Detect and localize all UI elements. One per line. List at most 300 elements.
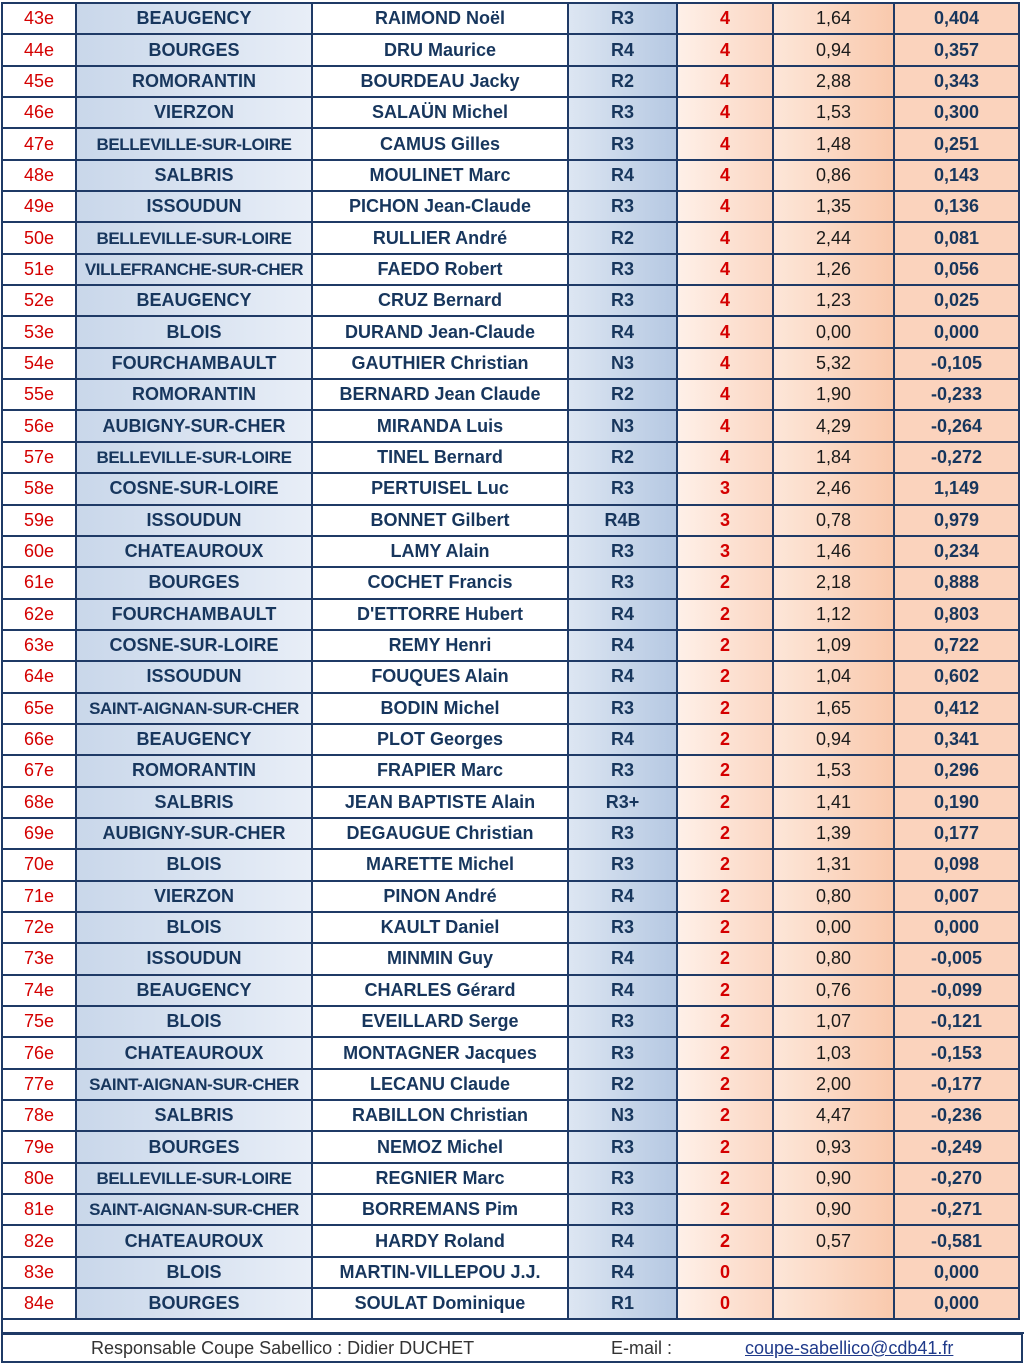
- points-cell: 4: [677, 191, 773, 222]
- club-cell: SAINT-AIGNAN-SUR-CHER: [76, 1069, 312, 1100]
- table-row: [2, 379, 1019, 410]
- points-cell: 2: [677, 881, 773, 912]
- class-cell: R4: [568, 34, 677, 65]
- index-cell: 0,143: [894, 160, 1019, 191]
- table-row: [2, 912, 1019, 943]
- points-cell: 2: [677, 1006, 773, 1037]
- club-cell: BOURGES: [76, 1131, 312, 1162]
- table-row: [2, 1194, 1019, 1225]
- index-cell: 0,190: [894, 787, 1019, 818]
- table-row: [2, 1225, 1019, 1256]
- average-cell: 1,12: [773, 599, 894, 630]
- rank-cell: 51e: [2, 254, 76, 285]
- table-row: [2, 943, 1019, 974]
- club-cell: COSNE-SUR-LOIRE: [76, 473, 312, 504]
- average-cell: 2,46: [773, 473, 894, 504]
- class-cell: R3: [568, 473, 677, 504]
- index-cell: 0,000: [894, 912, 1019, 943]
- table-row: [2, 975, 1019, 1006]
- player-name-cell: COCHET Francis: [312, 567, 568, 598]
- class-cell: R3: [568, 191, 677, 222]
- player-name-cell: EVEILLARD Serge: [312, 1006, 568, 1037]
- rank-cell: 79e: [2, 1131, 76, 1162]
- player-name-cell: SOULAT Dominique: [312, 1288, 568, 1319]
- club-cell: BLOIS: [76, 316, 312, 347]
- club-cell: ROMORANTIN: [76, 66, 312, 97]
- index-cell: -0,177: [894, 1069, 1019, 1100]
- index-cell: 0,722: [894, 630, 1019, 661]
- class-cell: R2: [568, 66, 677, 97]
- table-row: [2, 881, 1019, 912]
- player-name-cell: PERTUISEL Luc: [312, 473, 568, 504]
- table-row: [2, 724, 1019, 755]
- club-cell: VIERZON: [76, 97, 312, 128]
- points-cell: 2: [677, 630, 773, 661]
- index-cell: 0,098: [894, 849, 1019, 880]
- player-name-cell: CAMUS Gilles: [312, 128, 568, 159]
- average-cell: 1,03: [773, 1037, 894, 1068]
- points-cell: 2: [677, 567, 773, 598]
- rank-cell: 66e: [2, 724, 76, 755]
- player-name-cell: REGNIER Marc: [312, 1163, 568, 1194]
- table-spacer-row: [1, 1318, 1024, 1334]
- index-cell: -0,272: [894, 442, 1019, 473]
- class-cell: R4: [568, 943, 677, 974]
- player-name-cell: FAEDO Robert: [312, 254, 568, 285]
- ranking-table-body: [2, 3, 1019, 1319]
- index-cell: 0,136: [894, 191, 1019, 222]
- class-cell: R2: [568, 222, 677, 253]
- player-name-cell: RABILLON Christian: [312, 1100, 568, 1131]
- rank-cell: 65e: [2, 693, 76, 724]
- average-cell: 0,93: [773, 1131, 894, 1162]
- player-name-cell: GAUTHIER Christian: [312, 348, 568, 379]
- average-cell: 2,88: [773, 66, 894, 97]
- table-row: [2, 191, 1019, 222]
- average-cell: 0,94: [773, 724, 894, 755]
- rank-cell: 68e: [2, 787, 76, 818]
- rank-cell: 55e: [2, 379, 76, 410]
- club-cell: BLOIS: [76, 912, 312, 943]
- rank-cell: 59e: [2, 505, 76, 536]
- club-cell: BLOIS: [76, 849, 312, 880]
- club-cell: VIERZON: [76, 881, 312, 912]
- player-name-cell: PICHON Jean-Claude: [312, 191, 568, 222]
- index-cell: 0,412: [894, 693, 1019, 724]
- average-cell: 2,00: [773, 1069, 894, 1100]
- index-cell: 0,251: [894, 128, 1019, 159]
- table-row: [2, 442, 1019, 473]
- average-cell: 1,41: [773, 787, 894, 818]
- player-name-cell: CRUZ Bernard: [312, 285, 568, 316]
- table-row: [2, 160, 1019, 191]
- class-cell: R3: [568, 536, 677, 567]
- index-cell: 0,404: [894, 3, 1019, 34]
- rank-cell: 49e: [2, 191, 76, 222]
- average-cell: 1,48: [773, 128, 894, 159]
- player-name-cell: LAMY Alain: [312, 536, 568, 567]
- rank-cell: 47e: [2, 128, 76, 159]
- class-cell: R4: [568, 724, 677, 755]
- class-cell: R3: [568, 128, 677, 159]
- class-cell: R3: [568, 97, 677, 128]
- average-cell: 2,18: [773, 567, 894, 598]
- class-cell: R4: [568, 160, 677, 191]
- rank-cell: 73e: [2, 943, 76, 974]
- player-name-cell: CHARLES Gérard: [312, 975, 568, 1006]
- club-cell: SALBRIS: [76, 1100, 312, 1131]
- average-cell: 1,07: [773, 1006, 894, 1037]
- rank-cell: 62e: [2, 599, 76, 630]
- average-cell: 1,90: [773, 379, 894, 410]
- index-cell: 0,000: [894, 1288, 1019, 1319]
- average-cell: 1,84: [773, 442, 894, 473]
- club-cell: BLOIS: [76, 1006, 312, 1037]
- rank-cell: 80e: [2, 1163, 76, 1194]
- rank-cell: 53e: [2, 316, 76, 347]
- rank-cell: 52e: [2, 285, 76, 316]
- average-cell: 4,29: [773, 410, 894, 441]
- points-cell: 2: [677, 818, 773, 849]
- table-row: [2, 693, 1019, 724]
- club-cell: BELLEVILLE-SUR-LOIRE: [76, 1163, 312, 1194]
- index-cell: 0,979: [894, 505, 1019, 536]
- table-row: [2, 1100, 1019, 1131]
- average-cell: 1,23: [773, 285, 894, 316]
- player-name-cell: BODIN Michel: [312, 693, 568, 724]
- points-cell: 4: [677, 66, 773, 97]
- player-name-cell: TINEL Bernard: [312, 442, 568, 473]
- average-cell: 0,57: [773, 1225, 894, 1256]
- index-cell: -0,153: [894, 1037, 1019, 1068]
- class-cell: R3: [568, 1194, 677, 1225]
- player-name-cell: SALAÜN Michel: [312, 97, 568, 128]
- class-cell: R3: [568, 1037, 677, 1068]
- index-cell: -0,271: [894, 1194, 1019, 1225]
- average-cell: 0,90: [773, 1194, 894, 1225]
- average-cell: 1,39: [773, 818, 894, 849]
- index-cell: 0,234: [894, 536, 1019, 567]
- average-cell: 5,32: [773, 348, 894, 379]
- points-cell: 0: [677, 1257, 773, 1288]
- average-cell: 1,65: [773, 693, 894, 724]
- club-cell: BLOIS: [76, 1257, 312, 1288]
- rank-cell: 44e: [2, 34, 76, 65]
- class-cell: R3+: [568, 787, 677, 818]
- table-row: [2, 348, 1019, 379]
- points-cell: 2: [677, 1100, 773, 1131]
- class-cell: R4: [568, 1257, 677, 1288]
- rank-cell: 72e: [2, 912, 76, 943]
- club-cell: ISSOUDUN: [76, 661, 312, 692]
- player-name-cell: RAIMOND Noël: [312, 3, 568, 34]
- average-cell: 0,80: [773, 943, 894, 974]
- table-row: [2, 787, 1019, 818]
- rank-cell: 76e: [2, 1037, 76, 1068]
- class-cell: R3: [568, 1131, 677, 1162]
- club-cell: BEAUGENCY: [76, 285, 312, 316]
- average-cell: 0,94: [773, 34, 894, 65]
- points-cell: 3: [677, 536, 773, 567]
- rank-cell: 64e: [2, 661, 76, 692]
- class-cell: R3: [568, 849, 677, 880]
- class-cell: R4: [568, 630, 677, 661]
- table-row: [2, 849, 1019, 880]
- points-cell: 4: [677, 128, 773, 159]
- table-row: [2, 97, 1019, 128]
- points-cell: 2: [677, 787, 773, 818]
- table-row: [2, 66, 1019, 97]
- points-cell: 4: [677, 285, 773, 316]
- club-cell: SALBRIS: [76, 787, 312, 818]
- index-cell: 0,007: [894, 881, 1019, 912]
- table-row: [2, 222, 1019, 253]
- club-cell: BOURGES: [76, 567, 312, 598]
- index-cell: 0,000: [894, 1257, 1019, 1288]
- table-row: [2, 473, 1019, 504]
- points-cell: 0: [677, 1288, 773, 1319]
- class-cell: R4: [568, 661, 677, 692]
- index-cell: 0,081: [894, 222, 1019, 253]
- points-cell: 4: [677, 34, 773, 65]
- rank-cell: 45e: [2, 66, 76, 97]
- rank-cell: 82e: [2, 1225, 76, 1256]
- player-name-cell: BERNARD Jean Claude: [312, 379, 568, 410]
- average-cell: 0,00: [773, 912, 894, 943]
- average-cell: 2,44: [773, 222, 894, 253]
- average-cell: 0,78: [773, 505, 894, 536]
- club-cell: ROMORANTIN: [76, 755, 312, 786]
- class-cell: R2: [568, 379, 677, 410]
- rank-cell: 56e: [2, 410, 76, 441]
- index-cell: 0,888: [894, 567, 1019, 598]
- class-cell: R4B: [568, 505, 677, 536]
- class-cell: R4: [568, 599, 677, 630]
- table-row: [2, 1257, 1019, 1288]
- player-name-cell: MINMIN Guy: [312, 943, 568, 974]
- rank-cell: 84e: [2, 1288, 76, 1319]
- average-cell: 1,31: [773, 849, 894, 880]
- index-cell: -0,581: [894, 1225, 1019, 1256]
- points-cell: 4: [677, 254, 773, 285]
- club-cell: CHATEAUROUX: [76, 536, 312, 567]
- rank-cell: 60e: [2, 536, 76, 567]
- player-name-cell: PINON André: [312, 881, 568, 912]
- player-name-cell: KAULT Daniel: [312, 912, 568, 943]
- index-cell: -0,005: [894, 943, 1019, 974]
- club-cell: ROMORANTIN: [76, 379, 312, 410]
- club-cell: ISSOUDUN: [76, 505, 312, 536]
- rank-cell: 67e: [2, 755, 76, 786]
- average-cell: 1,35: [773, 191, 894, 222]
- table-row: [2, 316, 1019, 347]
- index-cell: 0,056: [894, 254, 1019, 285]
- footer-bar: [1, 1333, 1023, 1363]
- club-cell: ISSOUDUN: [76, 191, 312, 222]
- table-row: [2, 630, 1019, 661]
- table-row: [2, 818, 1019, 849]
- index-cell: 0,602: [894, 661, 1019, 692]
- rank-cell: 61e: [2, 567, 76, 598]
- points-cell: 4: [677, 442, 773, 473]
- club-cell: BELLEVILLE-SUR-LOIRE: [76, 128, 312, 159]
- table-row: [2, 1069, 1019, 1100]
- table-row: [2, 1288, 1019, 1319]
- club-cell: BELLEVILLE-SUR-LOIRE: [76, 222, 312, 253]
- class-cell: N3: [568, 410, 677, 441]
- email-label: E-mail :: [611, 1338, 673, 1358]
- average-cell: 1,53: [773, 97, 894, 128]
- club-cell: VILLEFRANCHE-SUR-CHER: [76, 254, 312, 285]
- rank-cell: 75e: [2, 1006, 76, 1037]
- table-row: [2, 567, 1019, 598]
- player-name-cell: BONNET Gilbert: [312, 505, 568, 536]
- table-row: [2, 1131, 1019, 1162]
- average-cell: 1,46: [773, 536, 894, 567]
- index-cell: -0,236: [894, 1100, 1019, 1131]
- points-cell: 2: [677, 1069, 773, 1100]
- table-row: [2, 254, 1019, 285]
- class-cell: R3: [568, 818, 677, 849]
- index-cell: -0,105: [894, 348, 1019, 379]
- index-cell: 0,357: [894, 34, 1019, 65]
- club-cell: BOURGES: [76, 1288, 312, 1319]
- points-cell: 2: [677, 912, 773, 943]
- average-cell: 1,09: [773, 630, 894, 661]
- index-cell: 0,177: [894, 818, 1019, 849]
- rank-cell: 43e: [2, 3, 76, 34]
- player-name-cell: MARTIN-VILLEPOU J.J.: [312, 1257, 568, 1288]
- player-name-cell: REMY Henri: [312, 630, 568, 661]
- class-cell: R3: [568, 1006, 677, 1037]
- average-cell: 0,90: [773, 1163, 894, 1194]
- index-cell: 0,000: [894, 316, 1019, 347]
- index-cell: 1,149: [894, 473, 1019, 504]
- rank-cell: 70e: [2, 849, 76, 880]
- index-cell: -0,270: [894, 1163, 1019, 1194]
- class-cell: R1: [568, 1288, 677, 1319]
- average-cell: 1,04: [773, 661, 894, 692]
- index-cell: -0,264: [894, 410, 1019, 441]
- class-cell: R3: [568, 755, 677, 786]
- class-cell: R4: [568, 316, 677, 347]
- rank-cell: 63e: [2, 630, 76, 661]
- club-cell: FOURCHAMBAULT: [76, 599, 312, 630]
- player-name-cell: BOURDEAU Jacky: [312, 66, 568, 97]
- index-cell: 0,025: [894, 285, 1019, 316]
- points-cell: 2: [677, 1163, 773, 1194]
- club-cell: FOURCHAMBAULT: [76, 348, 312, 379]
- average-cell: 1,26: [773, 254, 894, 285]
- table-row: [2, 536, 1019, 567]
- average-cell: 0,86: [773, 160, 894, 191]
- rank-cell: 71e: [2, 881, 76, 912]
- index-cell: 0,343: [894, 66, 1019, 97]
- table-row: [2, 34, 1019, 65]
- points-cell: 3: [677, 473, 773, 504]
- rank-cell: 69e: [2, 818, 76, 849]
- points-cell: 4: [677, 379, 773, 410]
- table-row: [2, 599, 1019, 630]
- points-cell: 2: [677, 943, 773, 974]
- rank-cell: 74e: [2, 975, 76, 1006]
- player-name-cell: RULLIER André: [312, 222, 568, 253]
- class-cell: R3: [568, 3, 677, 34]
- points-cell: 2: [677, 693, 773, 724]
- player-name-cell: MARETTE Michel: [312, 849, 568, 880]
- points-cell: 2: [677, 661, 773, 692]
- rank-cell: 54e: [2, 348, 76, 379]
- points-cell: 2: [677, 1194, 773, 1225]
- points-cell: 2: [677, 849, 773, 880]
- player-name-cell: DURAND Jean-Claude: [312, 316, 568, 347]
- class-cell: R3: [568, 693, 677, 724]
- average-cell: 0,00: [773, 316, 894, 347]
- player-name-cell: FOUQUES Alain: [312, 661, 568, 692]
- class-cell: R3: [568, 254, 677, 285]
- club-cell: BELLEVILLE-SUR-LOIRE: [76, 442, 312, 473]
- points-cell: 2: [677, 1037, 773, 1068]
- table-row: [2, 1006, 1019, 1037]
- points-cell: 2: [677, 724, 773, 755]
- club-cell: CHATEAUROUX: [76, 1225, 312, 1256]
- rank-cell: 58e: [2, 473, 76, 504]
- class-cell: R3: [568, 567, 677, 598]
- class-cell: R3: [568, 1163, 677, 1194]
- player-name-cell: MOULINET Marc: [312, 160, 568, 191]
- club-cell: SAINT-AIGNAN-SUR-CHER: [76, 693, 312, 724]
- rank-cell: 57e: [2, 442, 76, 473]
- points-cell: 4: [677, 316, 773, 347]
- table-row: [2, 410, 1019, 441]
- player-name-cell: JEAN BAPTISTE Alain: [312, 787, 568, 818]
- responsable-text: Responsable Coupe Sabellico : Didier DUCHET: [91, 1338, 475, 1358]
- player-name-cell: LECANU Claude: [312, 1069, 568, 1100]
- points-cell: 2: [677, 1131, 773, 1162]
- player-name-cell: DEGAUGUE Christian: [312, 818, 568, 849]
- rank-cell: 78e: [2, 1100, 76, 1131]
- class-cell: R3: [568, 912, 677, 943]
- average-cell: 1,53: [773, 755, 894, 786]
- points-cell: 2: [677, 1225, 773, 1256]
- points-cell: 4: [677, 160, 773, 191]
- email-link[interactable]: coupe-sabellico@cdb41.fr: [745, 1338, 954, 1358]
- table-row: [2, 3, 1019, 34]
- rank-cell: 83e: [2, 1257, 76, 1288]
- class-cell: N3: [568, 348, 677, 379]
- average-cell: 0,80: [773, 881, 894, 912]
- table-row: [2, 755, 1019, 786]
- average-cell: 0,76: [773, 975, 894, 1006]
- class-cell: R4: [568, 1225, 677, 1256]
- club-cell: AUBIGNY-SUR-CHER: [76, 410, 312, 441]
- class-cell: R2: [568, 1069, 677, 1100]
- player-name-cell: FRAPIER Marc: [312, 755, 568, 786]
- index-cell: -0,249: [894, 1131, 1019, 1162]
- class-cell: R3: [568, 285, 677, 316]
- rank-cell: 46e: [2, 97, 76, 128]
- club-cell: BEAUGENCY: [76, 975, 312, 1006]
- points-cell: 4: [677, 3, 773, 34]
- class-cell: R2: [568, 442, 677, 473]
- club-cell: SAINT-AIGNAN-SUR-CHER: [76, 1194, 312, 1225]
- table-row: [2, 661, 1019, 692]
- rank-cell: 81e: [2, 1194, 76, 1225]
- index-cell: 0,803: [894, 599, 1019, 630]
- points-cell: 4: [677, 410, 773, 441]
- points-cell: 2: [677, 599, 773, 630]
- points-cell: 4: [677, 348, 773, 379]
